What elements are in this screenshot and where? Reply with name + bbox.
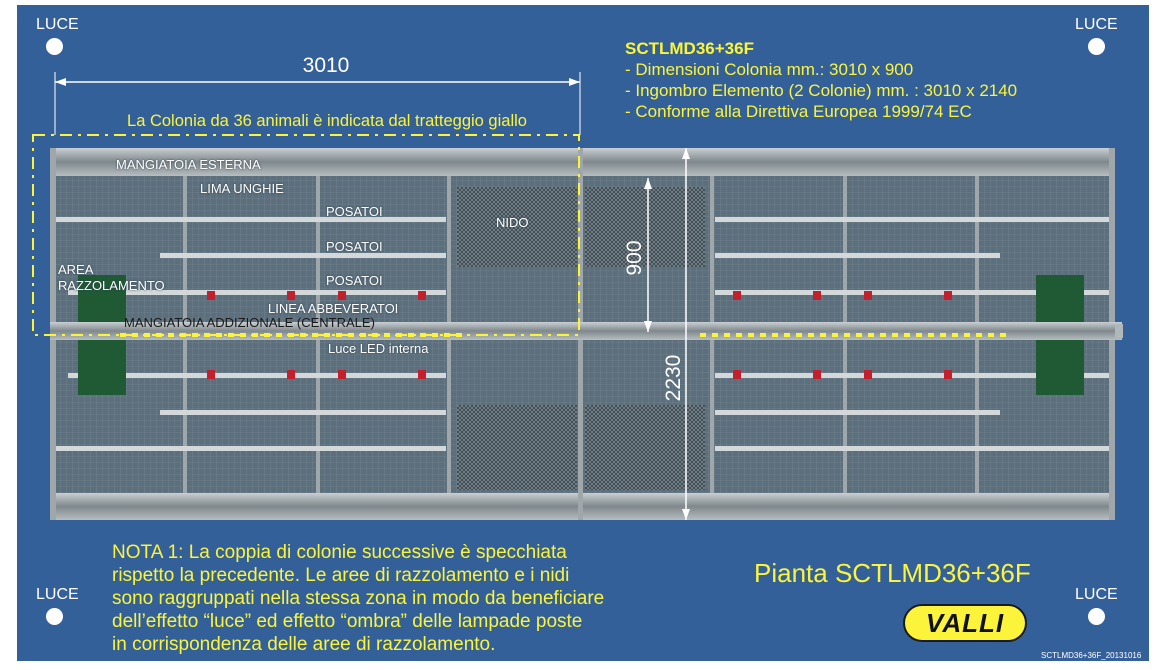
- label-perches-1: POSATOI: [326, 204, 383, 219]
- note-line-5: in corrispondenza delle aree di razzolamento.: [112, 634, 496, 655]
- valli-logo-text: VALLI: [925, 608, 1005, 638]
- note-line-3: sono raggruppati nella stessa zona in modo da beneficiare: [112, 588, 605, 609]
- luce-label-bottom-left: LUCE: [36, 586, 79, 603]
- plan-title: Pianta SCTLMD36+36F: [754, 558, 1031, 588]
- label-central-feeder: MANGIATOIA ADDIZIONALE (CENTRALE): [124, 315, 375, 330]
- luce-label-bottom-right: LUCE: [1075, 586, 1118, 603]
- dim-value-900: 900: [623, 240, 646, 276]
- colony-note: La Colonia da 36 animali è indicata dal tratteggio giallo: [127, 112, 527, 130]
- spec-line-dimensions: - Dimensioni Colonia mm.: 3010 x 900: [625, 60, 914, 79]
- label-drinker-line: LINEA ABBEVERATOI: [268, 301, 399, 316]
- label-perches-3: POSATOI: [326, 273, 383, 288]
- luce-label-top-right: LUCE: [1075, 16, 1118, 33]
- nest-bottom-right: [585, 405, 705, 490]
- label-nest: NIDO: [496, 215, 529, 230]
- label-scratching: RAZZOLAMENTO: [58, 278, 165, 293]
- note-line-1: NOTA 1: La coppia di colonie successive è specchiata: [112, 542, 567, 563]
- label-outer-feeder: MANGIATOIA ESTERNA: [116, 157, 261, 172]
- nest-bottom-left: [457, 405, 577, 490]
- footer-code: SCTLMD36+36F_20131016: [1041, 651, 1142, 660]
- central-feeder-cap: [1115, 324, 1123, 338]
- valli-logo: [903, 604, 1027, 642]
- dim-value-3010: 3010: [302, 54, 350, 77]
- spec-title: SCTLMD36+36F: [625, 39, 754, 58]
- note-line-4: dell’effetto “luce” ed effetto “ombra” delle lampade poste: [112, 611, 583, 632]
- dim-value-2230: 2230: [662, 354, 685, 402]
- dim-arrow-left: [55, 78, 66, 86]
- label-led-light: Luce LED interna: [328, 341, 429, 356]
- note-line-2: rispetto la precedente. Le aree di razzolamento e i nidi: [112, 565, 570, 586]
- label-area: AREA: [58, 262, 94, 277]
- note-block: [112, 541, 604, 656]
- dim-arrow-right: [569, 78, 580, 86]
- label-perches-2: POSATOI: [326, 239, 383, 254]
- spec-line-directive: - Conforme alla Direttiva Europea 1999/74 EC: [625, 102, 972, 121]
- spec-line-footprint: - Ingombro Elemento (2 Colonie) mm. : 3010 x 2140: [625, 81, 1018, 100]
- label-nail-file: LIMA UNGHIE: [200, 181, 284, 196]
- luce-label-top-left: LUCE: [36, 16, 79, 33]
